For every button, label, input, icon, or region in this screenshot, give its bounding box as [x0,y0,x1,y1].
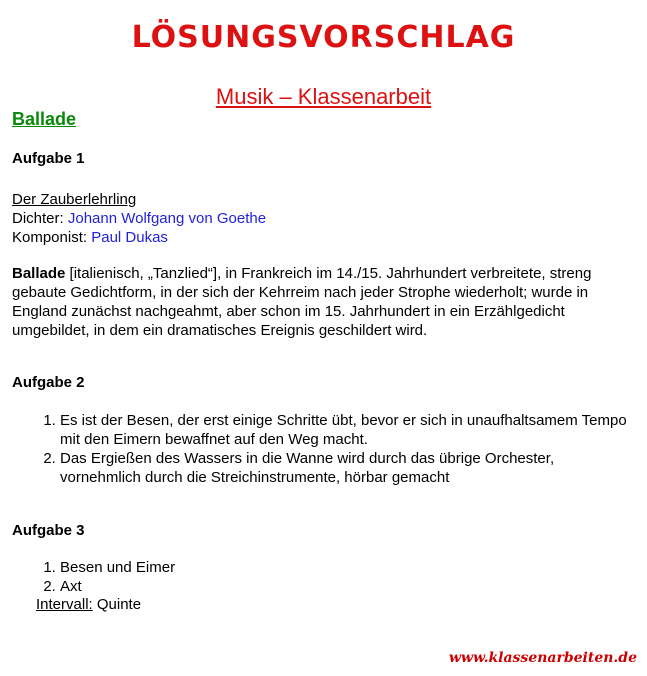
composer-label: Komponist: [12,229,88,246]
list-item: 1. Es ist der Besen, der erst einige Schritte übt, bevor er sich in unaufhaltsamem Tempo mit den Eimern bewaffnet auf den Weg macht. [60,411,630,449]
page-subtitle: Musik – Klassenarbeit [215,84,432,109]
list-item: 2. Das Ergießen des Wassers in die Wanne wird durch das übrige Orchester, vornehmlich durch die Streichinstrumente, hörbar gemacht [60,449,630,487]
aufgabe-3-heading: Aufgabe 3 [12,522,85,539]
aufgabe-2-list [0,411,630,487]
composer-line [12,228,168,247]
aufgabe-2-heading: Aufgabe 2 [12,374,85,391]
page-title: LÖSUNGSVORSCHLAG [131,20,516,55]
poet-line [12,209,266,228]
list-item: 2. Axt [60,577,630,596]
interval-label: Intervall: [36,596,93,613]
work-title: Der Zauberlehrling [12,191,137,208]
poet-label: Dichter: [12,210,64,227]
definition-term: Ballade [12,265,66,282]
composer-name: Paul Dukas [91,229,168,246]
definition-text: [italienisch, „Tanzlied“], in Frankreich im 14./15. Jahrhundert verbreitete, streng gebaute Gedichtform, in der sich der Kehrreim nach jeder Strophe wiederholt; wurde in England zunächst nachgeahmt, aber schon im 15. Jahrhundert in ein Erzählgedicht umgebildet, in dem ein dramatisches Ereignis geschildert wird. [12,265,592,339]
footer-url[interactable]: www.klassenarbeiten.de [448,650,637,666]
aufgabe-1-heading: Aufgabe 1 [12,150,85,167]
ballade-definition [12,264,632,340]
interval-value: Quinte [92,596,142,613]
section-heading: Ballade [12,109,77,129]
aufgabe-3-list [0,558,630,596]
list-item: 1. Besen und Eimer [60,558,630,577]
interval-line [36,596,141,613]
poet-name: Johann Wolfgang von Goethe [67,210,267,227]
